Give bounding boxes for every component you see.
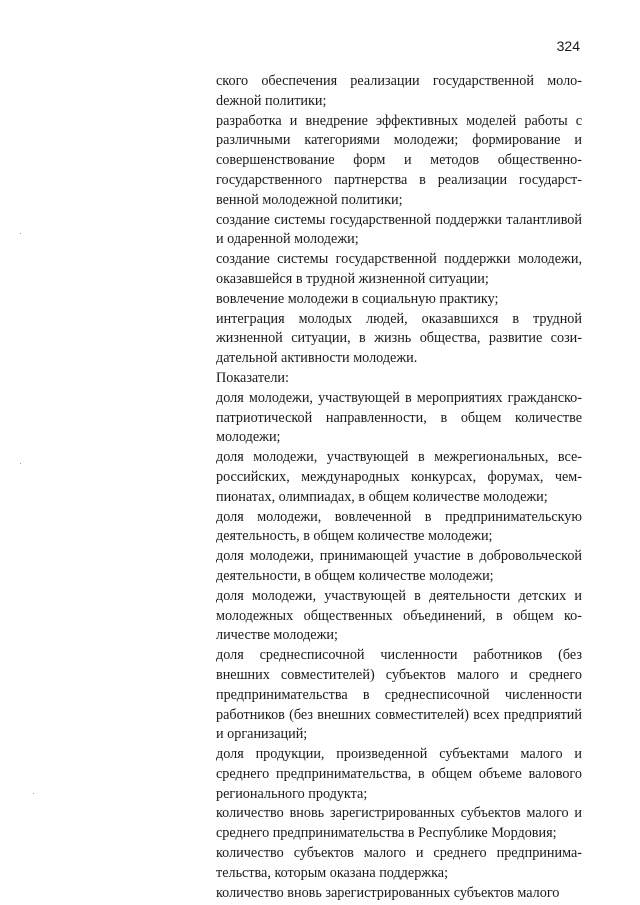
paragraph: количество вновь зарегистрированных субъектов малого и среднего предпринимательства в Республике Мордовия; [216, 805, 582, 842]
document-body [216, 72, 582, 903]
scan-speck [33, 793, 34, 794]
paragraph: доля среднесписочной численности работников (без внешних совместителей) субъектов малого и среднего предпринимательства в среднесписочной численности работников (без внешних совместителей) всех предприятий и организаций; [216, 647, 582, 743]
scan-speck [20, 463, 21, 464]
paragraph: вовлечение молодежи в социальную практику; [216, 290, 499, 307]
paragraph: доля молодежи, участвующей в межрегиональных, всероссийских, международных конкурсах, форумах, чемпионатах, олимпиадах, в общем количестве молодежи; [216, 449, 582, 505]
paragraph: ского обеспечения реализации государственной молоdежной политики; [216, 73, 582, 109]
paragraph: доля молодежи, участвующей в мероприятиях гражданско-патриотической направленности, в общем количестве молодежи; [216, 389, 582, 446]
paragraph: доля молодежи, вовлеченной в предпринимательскую деятельность, в общем количестве молодежи; [216, 508, 582, 545]
paragraph: интеграция молодых людей, оказавшихся в трудной жизненной ситуации, в жизнь общества, развитие созидательной активности молодежи. [216, 310, 582, 367]
paragraph: доля молодежи, участвующей в деятельности детских и молодежных общественных объединений, в общем количестве молодежи; [216, 587, 582, 644]
paragraph: количество субъектов малого и среднего предпринимательства, которым оказана поддержка; [216, 845, 582, 881]
paragraph: доля продукции, произведенной субъектами малого и среднего предпринимательства, в общем объеме валового регионального продукта; [216, 746, 582, 802]
paragraph: количество вновь зарегистрированных субъектов малого [216, 884, 560, 901]
section-heading: Показатели: [216, 369, 289, 386]
paragraph: доля молодежи, принимающей участие в добровольческой деятельности, в общем количестве молодежи; [216, 548, 582, 584]
paragraph: создание системы государственной поддержки талантливой и одаренной молодежи; [216, 211, 582, 248]
scan-speck [20, 233, 21, 234]
paragraph: создание системы государственной поддержки молодежи, оказавшейся в трудной жизненной ситуации; [216, 251, 582, 287]
paragraph: разработка и внедрение эффективных моделей работы с различными категориями молодежи; формирование и совершенствование форм и методов общественно-государственного партнерства в реализации государственной молодежной политики; [216, 112, 582, 208]
page-number: 324 [556, 38, 580, 54]
